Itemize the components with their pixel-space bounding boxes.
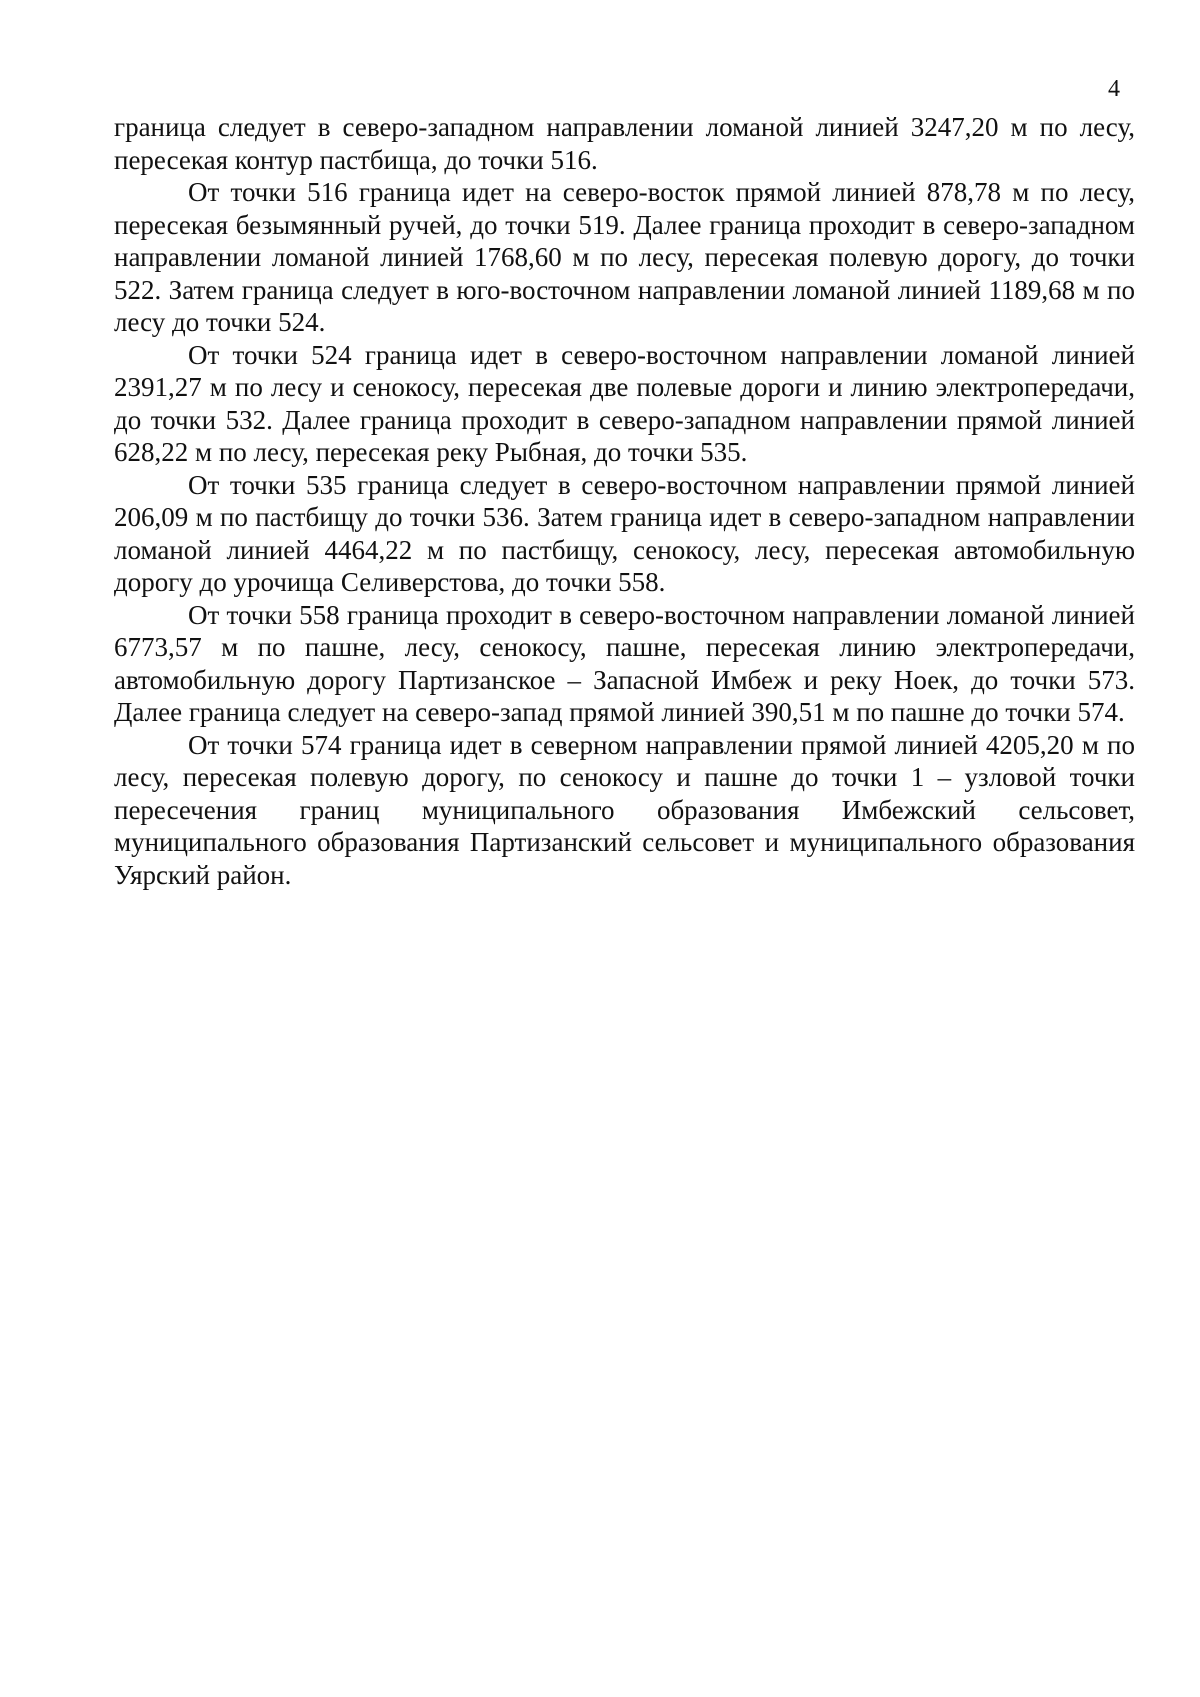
paragraph-3: От точки 524 граница идет в северо-восточном направлении ломаной линией 2391,27 м по лесу и сенокосу, пересекая две полевые дороги и линию электропередачи, до точки 532. Далее граница проходит в северо-западном направлении прямой линией 628,22 м по лесу, пересекая реку Рыбная, до точки 535. [114,339,1135,467]
paragraph-4: От точки 535 граница следует в северо-восточном направлении прямой линией 206,09 м по пастбищу до точки 536. Затем граница идет в северо-западном направлении ломаной линией 4464,22 м по пастбищу, сенокосу, лесу, пересекая автомобильную дорогу до урочища Селиверстова, до точки 558. [114,469,1135,597]
page-number: 4 [1108,76,1120,102]
paragraph-5: От точки 558 граница проходит в северо-восточном направлении ломаной линией 6773,57 м по пашне, лесу, сенокосу, пашне, пересекая линию электропередачи, автомобильную дорогу Партизанское – Запасной Имбеж и реку Ноек, до точки 573. Далее граница следует на северо-запад прямой линией 390,51 м по пашне до точки 574. [114,599,1135,727]
paragraph-2: От точки 516 граница идет на северо-восток прямой линией 878,78 м по лесу, пересекая безымянный ручей, до точки 519. Далее граница проходит в северо-западном направлении ломаной линией 1768,60 м по лесу, пересекая полевую дорогу, до точки 522. Затем граница следует в юго-восточном направлении ломаной линией 1189,68 м по лесу до точки 524. [114,177,1135,337]
document-body [114,111,1135,891]
paragraph-1: граница следует в северо-западном направлении ломаной линией 3247,20 м по лесу, пересекая контур пастбища, до точки 516. [114,112,1135,175]
paragraph-6: От точки 574 граница идет в северном направлении прямой линией 4205,20 м по лесу, пересекая полевую дорогу, по сенокосу и пашне до точки 1 – узловой точки пересечения границ муниципального образования Имбежский сельсовет, муниципального образования Партизанский сельсовет и муниципального образования Уярский район. [114,729,1135,890]
